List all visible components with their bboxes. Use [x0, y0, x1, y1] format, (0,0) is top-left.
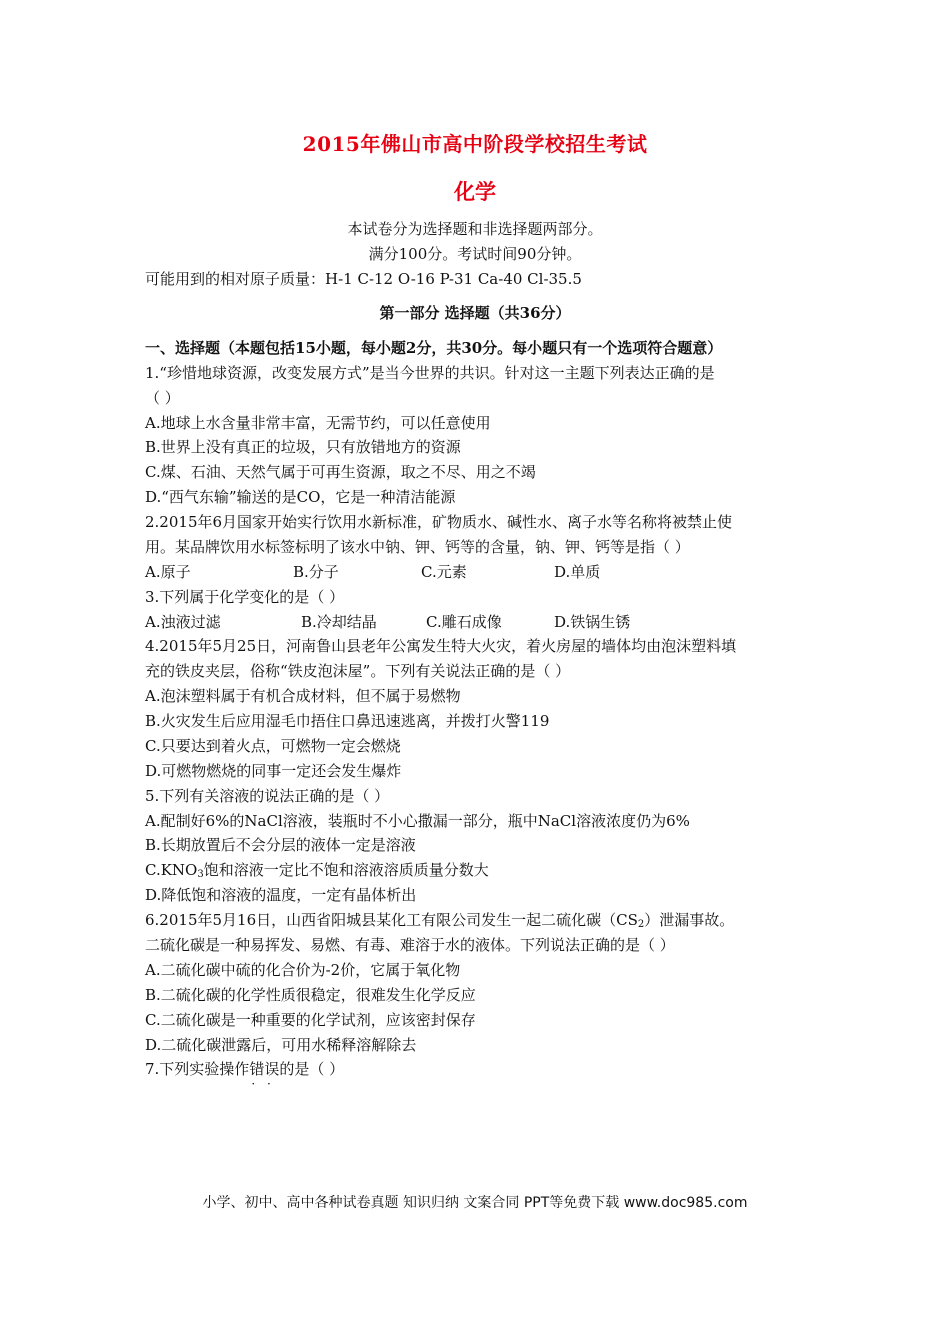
q3-option-c: C.雕石成像	[426, 613, 502, 631]
section-heading: 一、选择题（本题包括15小题，每小题2分，共30分。每小题只有一个选项符合题意）	[145, 339, 723, 357]
subject-title: 化学	[454, 179, 496, 204]
q5-option-a: A.配制好6%的NaCl溶液，装瓶时不小心撒漏一部分，瓶中NaCl溶液浓度仍为6%	[145, 812, 690, 830]
exam-title: 2015年佛山市高中阶段学校招生考试	[302, 132, 648, 156]
q7-stem-post: 的是（ ）	[279, 1060, 345, 1078]
q5-stem: 5.下列有关溶液的说法正确的是（ ）	[145, 787, 390, 805]
q5-option-c	[145, 860, 489, 885]
q3-option-a: A.浊液过滤	[145, 613, 221, 631]
q1-option-c: C.煤、石油、天然气属于可再生资源，取之不尽、用之不竭	[145, 463, 536, 481]
q7-stem-emphasis: 错误 · ·	[249, 1060, 279, 1078]
part1-title: 第一部分 选择题（共36分）	[379, 304, 571, 322]
q7-stem	[145, 1059, 344, 1079]
intro-line-1: 本试卷分为选择题和非选择题两部分。	[347, 220, 603, 238]
q5-option-c-pre: C.KNO	[145, 861, 198, 879]
q2-stem-a: 2.2015年6月国家开始实行饮用水新标准，矿物质水、碱性水、离子水等名称将被禁止使	[145, 513, 733, 531]
q1-option-a: A.地球上水含量非常丰富，无需节约，可以任意使用	[145, 414, 491, 432]
q2-option-a: A.原子	[145, 563, 191, 581]
q1-option-d: D.“西气东输”输送的是CO，它是一种清洁能源	[145, 488, 456, 506]
q2-option-b: B.分子	[293, 563, 339, 581]
q3-options	[145, 612, 630, 632]
footer-note: 小学、初中、高中各种试卷真题 知识归纳 文案合同 PPT等免费下载 www.doc985.com	[202, 1195, 748, 1211]
q3-stem: 3.下列属于化学变化的是（ ）	[145, 588, 345, 606]
q2-options	[145, 562, 600, 582]
q6-stem-a-post: ）泄漏事故。	[644, 911, 735, 929]
q6-option-c: C.二硫化碳是一种重要的化学试剂，应该密封保存	[145, 1011, 476, 1029]
q4-option-a: A.泡沫塑料属于有机合成材料，但不属于易燃物	[145, 687, 461, 705]
q6-option-a: A.二硫化碳中硫的化合价为-2价，它属于氧化物	[145, 961, 461, 979]
q5-option-d: D.降低饱和溶液的温度，一定有晶体析出	[145, 886, 417, 904]
q6-stem-a-subscript: 2	[637, 919, 645, 930]
q1-stem-b: （ ）	[145, 389, 180, 407]
q6-stem-b: 二硫化碳是一种易挥发、易燃、有毒、难溶于水的液体。下列说法正确的是（ ）	[145, 936, 675, 954]
q1-option-b: B.世界上没有真正的垃圾，只有放错地方的资源	[145, 438, 461, 456]
q6-option-b: B.二硫化碳的化学性质很稳定，很难发生化学反应	[145, 986, 476, 1004]
q5-option-b: B.长期放置后不会分层的液体一定是溶液	[145, 836, 416, 854]
q6-option-d: D.二硫化碳泄露后，可用水稀释溶解除去	[145, 1036, 417, 1054]
intro-line-2: 满分100分。考试时间90分钟。	[368, 245, 582, 263]
q6-stem-a	[145, 910, 734, 935]
q4-option-d: D.可燃物燃烧的同事一定还会发生爆炸	[145, 762, 402, 780]
q5-option-c-post: 饱和溶液一定比不饱和溶液溶质质量分数大	[203, 861, 489, 879]
q2-stem-b: 用。某品牌饮用水标签标明了该水中钠、钾、钙等的含量，钠、钾、钙等是指（ ）	[145, 538, 690, 556]
q3-option-d: D.铁锅生锈	[554, 613, 631, 631]
q2-option-c: C.元素	[421, 563, 467, 581]
atomic-masses: 可能用到的相对原子质量：H-1 C-12 O-16 P-31 Ca-40 Cl-35.5	[145, 270, 582, 288]
q4-option-b: B.火灾发生后应用湿毛巾捂住口鼻迅速逃离，并拨打火警119	[145, 712, 550, 730]
q7-stem-pre: 7.下列实验操作	[145, 1060, 250, 1078]
q1-stem-a: 1.“珍惜地球资源，改变发展方式”是当今世界的共识。针对这一主题下列表达正确的是	[145, 364, 715, 382]
q6-stem-a-pre: 6.2015年5月16日，山西省阳城县某化工有限公司发生一起二硫化碳（CS	[145, 911, 638, 929]
q2-option-d: D.单质	[554, 563, 601, 581]
q4-stem-a: 4.2015年5月25日，河南鲁山县老年公寓发生特大火灾，着火房屋的墙体均由泡沫塑料填	[145, 637, 737, 655]
q4-option-c: C.只要达到着火点，可燃物一定会燃烧	[145, 737, 401, 755]
q4-stem-b: 充的铁皮夹层，俗称“铁皮泡沫屋”。下列有关说法正确的是（ ）	[145, 662, 571, 680]
q5-option-c-subscript: 3	[197, 869, 204, 880]
q3-option-b: B.冷却结晶	[301, 613, 377, 631]
